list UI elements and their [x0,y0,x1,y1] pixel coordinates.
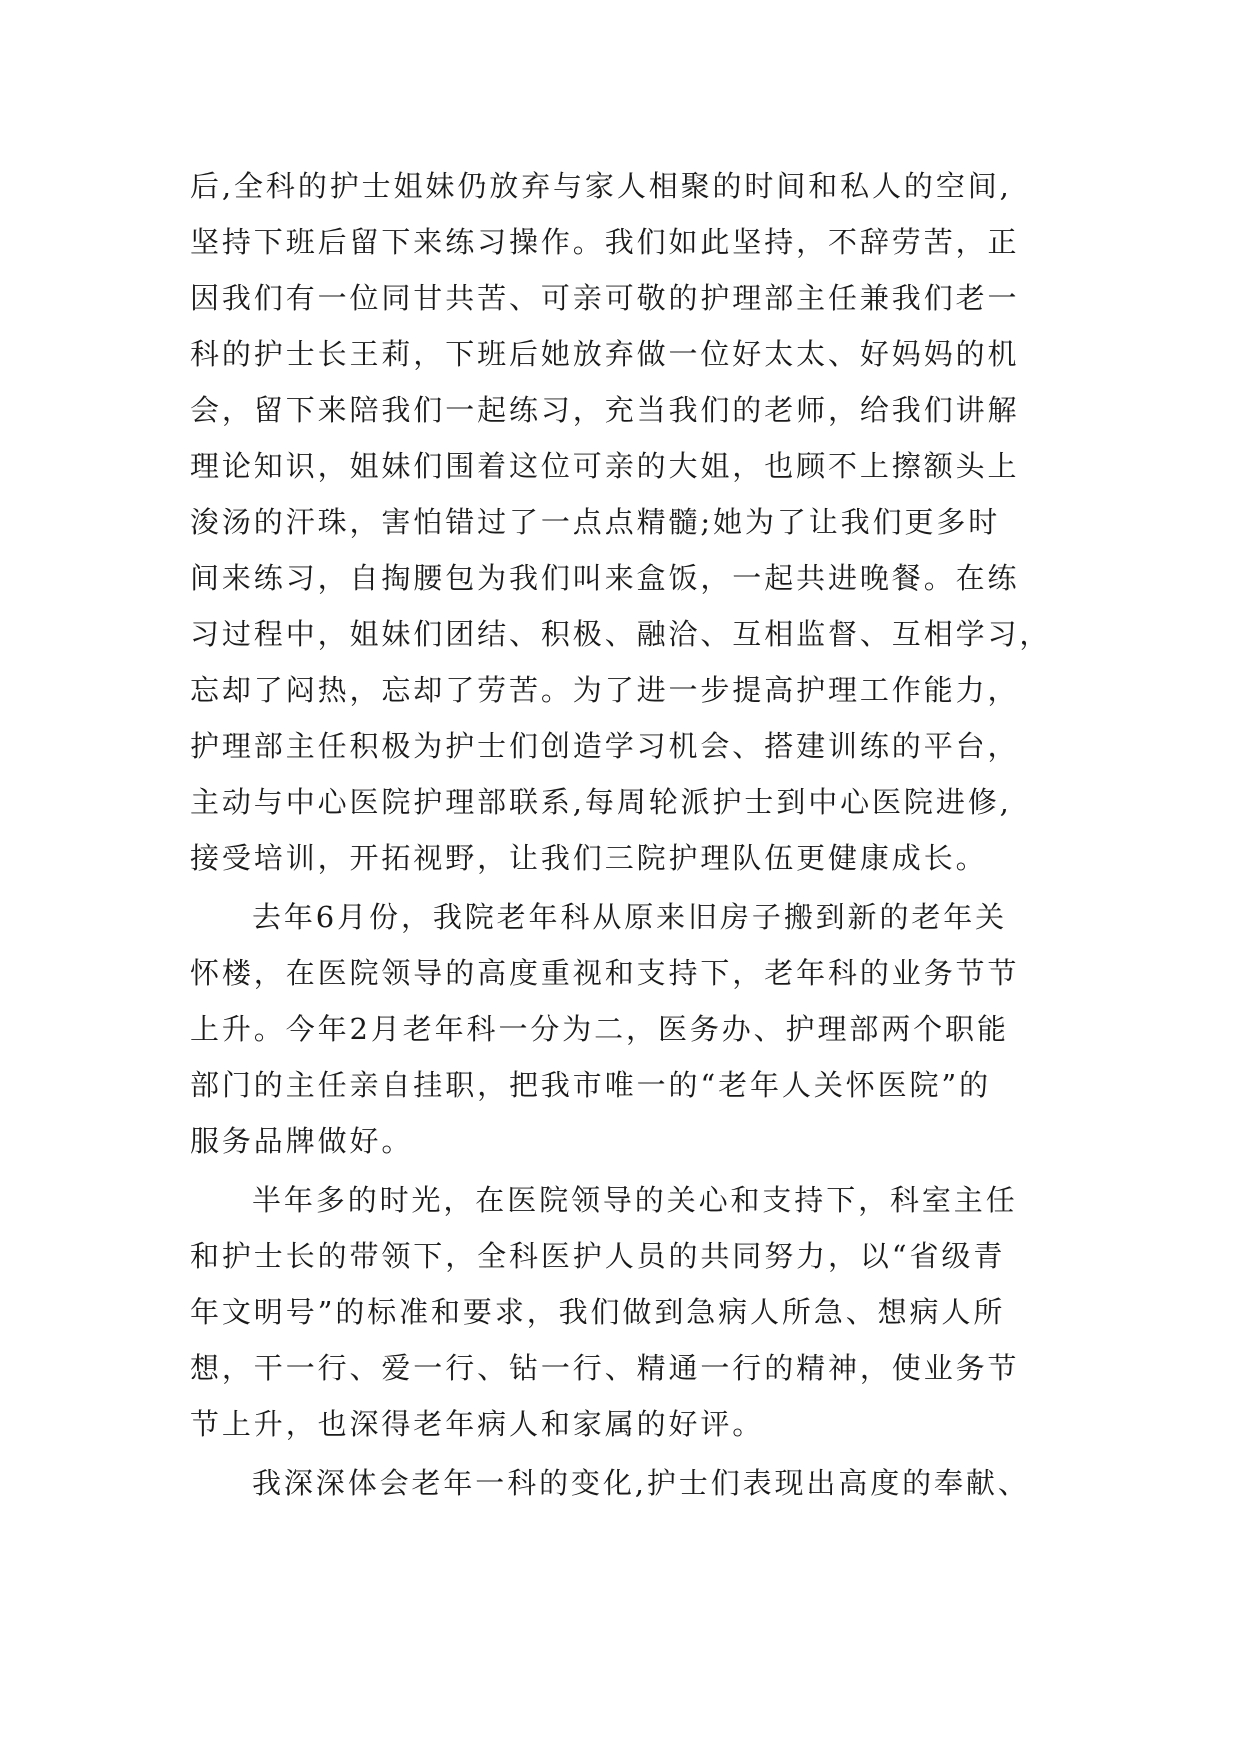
text-line: 年文明号”的标准和要求，我们做到急病人所急、想病人所 [190,1295,1006,1329]
text-line: 科的护士长王莉，下班后她放弃做一位好太太、好妈妈的机 [190,337,1020,371]
text-line: 理论知识，姐妹们围着这位可亲的大姐，也顾不上擦额头上 [190,449,1020,483]
text-line: 上升。今年2月老年科一分为二，医务办、护理部两个职能 [190,1012,1009,1046]
text-line: 习过程中，姐妹们团结、积极、融洽、互相监督、互相学习， [190,617,1052,651]
document-body [190,158,1090,1511]
text-line: 会，留下来陪我们一起练习，充当我们的老师，给我们讲解 [190,393,1020,427]
paragraph-first-line: 去年6月份，我院老年科从原来旧房子搬到新的老年关 [252,900,1008,934]
paragraph-first-line: 我深深体会老年一科的变化,护士们表现出高度的奉献、 [252,1466,1030,1500]
text-line: 部门的主任亲自挂职，把我市唯一的“老年人关怀医院”的 [190,1068,992,1102]
text-line: 和护士长的带领下，全科医护人员的共同努力，以“省级青 [190,1239,1006,1273]
text-line: 服务品牌做好。 [190,1124,414,1158]
text-line: 间来练习，自掏腰包为我们叫来盒饭，一起共进晚餐。在练 [190,561,1020,595]
text-line: 因我们有一位同甘共苦、可亲可敬的护理部主任兼我们老一 [190,281,1020,315]
text-line: 后,全科的护士姐妹仍放弃与家人相聚的时间和私人的空间, [190,169,1012,203]
text-line: 主动与中心医院护理部联系,每周轮派护士到中心医院进修, [190,785,1012,819]
text-line: 怀楼，在医院领导的高度重视和支持下，老年科的业务节节 [190,956,1020,990]
text-line: 护理部主任积极为护士们创造学习机会、搭建训练的平台， [190,729,1020,763]
text-line: 接受培训，开拓视野，让我们三院护理队伍更健康成长。 [190,841,988,875]
text-line: 想，干一行、爱一行、钻一行、精通一行的精神，使业务节 [190,1351,1020,1385]
text-line: 坚持下班后留下来练习操作。我们如此坚持，不辞劳苦，正 [190,225,1020,259]
paragraph-first-line: 半年多的时光，在医院领导的关心和支持下，科室主任 [252,1183,1018,1217]
text-line: 忘却了闷热，忘却了劳苦。为了进一步提高护理工作能力， [190,673,1020,707]
text-line: 节上升，也深得老年病人和家属的好评。 [190,1407,765,1441]
text-line: 浚汤的汗珠，害怕错过了一点点精髓;她为了让我们更多时 [190,505,1001,539]
